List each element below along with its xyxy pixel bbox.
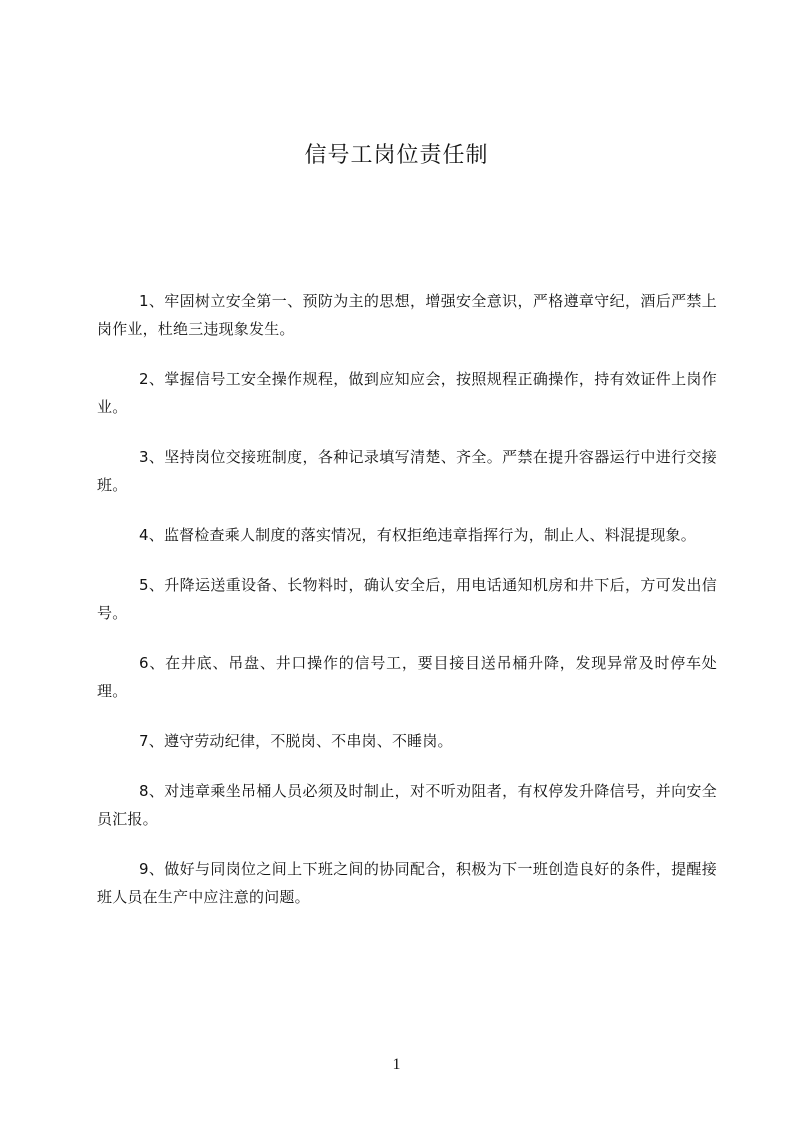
responsibility-item-7: 7、遵守劳动纪律，不脱岗、不串岗、不睡岗。 [139,732,453,750]
responsibility-item-9: 9、做好与同岗位之间上下班之间的协同配合，积极为下一班创造良好的条件，提醒接班人员在生产中应注意的问题。 [97,860,717,906]
responsibility-item-5: 5、升降运送重设备、长物料时，确认安全后，用电话通知机房和井下后，方可发出信号。 [97,576,717,622]
document-title: 信号工岗位责任制 [304,143,489,168]
responsibility-item-3: 3、坚持岗位交接班制度，各种记录填写清楚、齐全。严禁在提升容器运行中进行交接班。 [97,448,717,494]
page-number: 1 [392,1056,401,1073]
document-content [97,287,717,933]
responsibility-item-1: 1、牢固树立安全第一、预防为主的思想，增强安全意识，严格遵章守纪，酒后严禁上岗作业，杜绝三违现象发生。 [97,292,717,338]
responsibility-item-6: 6、在井底、吊盘、井口操作的信号工，要目接目送吊桶升降，发现异常及时停车处理。 [97,654,717,700]
responsibility-item-2: 2、掌握信号工安全操作规程，做到应知应会，按照规程正确操作，持有效证件上岗作业。 [97,370,717,416]
responsibility-item-8: 8、对违章乘坐吊桶人员必须及时制止，对不听劝阻者，有权停发升降信号，并向安全员汇报。 [97,782,717,828]
responsibility-item-4: 4、监督检查乘人制度的落实情况，有权拒绝违章指挥行为，制止人、料混提现象。 [139,526,696,544]
